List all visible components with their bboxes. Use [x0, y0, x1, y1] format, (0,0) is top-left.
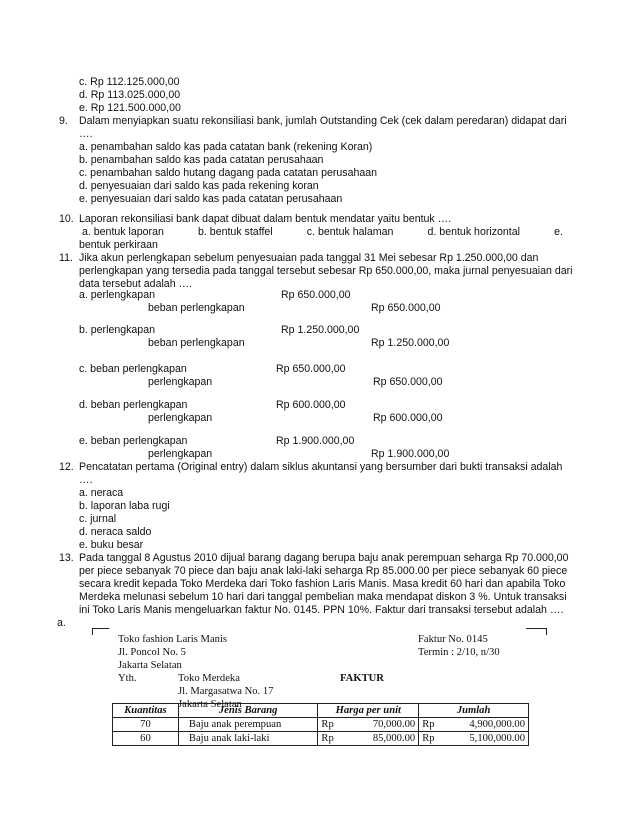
q12-option-d: d. neraca saldo	[79, 526, 152, 538]
q10-option-e-text: bentuk perkiraan	[79, 239, 158, 251]
q10-options-row	[82, 226, 563, 239]
price-value: 70,000.00	[372, 719, 416, 730]
q11-a-credit-account: beban perlengkapan	[148, 302, 245, 314]
q9-option-b: b. penambahan saldo kas pada catatan perusahaan	[79, 154, 324, 166]
q11-stem-line2: perlengkapan yang tersedia pada tanggal tersebut sebesar Rp 650.000,00, maka jurnal penyesuaian dari	[79, 265, 573, 277]
header-kuantitas: Kuantitas	[113, 704, 179, 718]
q13-stem-line4: Merdeka melunasi sebelum 10 hari dari tanggal pembelian maka mendapat diskon 3 %. Untuk transaksi	[79, 591, 567, 603]
invoice-buyer-street: Jl. Margasatwa No. 17	[178, 686, 274, 697]
total-currency: Rp	[422, 733, 435, 744]
header-harga-per-unit: Harga per unit	[318, 704, 419, 718]
q11-d-debit-amount: Rp 600.000,00	[276, 399, 346, 411]
table-row	[113, 718, 529, 732]
invoice-table	[112, 703, 529, 746]
invoice-yth: Yth.	[118, 673, 137, 684]
q10-stem: Laporan rekonsiliasi bank dapat dibuat dalam bentuk mendatar yaitu bentuk ….	[79, 213, 452, 225]
q10-number: 10.	[59, 213, 74, 225]
q11-e-debit-amount: Rp 1.900.000,00	[276, 435, 355, 447]
q9-option-e: e. penyesuaian dari saldo kas pada catatan perusahaan	[79, 193, 343, 205]
total-currency: Rp	[422, 719, 435, 730]
q11-c-credit-account: perlengkapan	[148, 376, 213, 388]
q12-option-b: b. laporan laba rugi	[79, 500, 170, 512]
q12-option-e: e. buku besar	[79, 539, 144, 551]
price-currency: Rp	[321, 733, 334, 744]
q11-a-debit-amount: Rp 650.000,00	[281, 289, 351, 301]
q13-option-a-label: a.	[57, 617, 66, 629]
q12-stem-line1: Pencatatan pertama (Original entry) dalam siklus akuntansi yang bersumber dari bukti transaksi adalah	[79, 461, 563, 473]
q13-stem-line2: per piece sebanyak 70 piece dan baju anak laki-laki seharga Rp 85.000.00 per piece sebanyak 60 piece	[79, 565, 568, 577]
cell-qty: 70	[113, 718, 179, 732]
q9-option-d: d. penyesuaian dari saldo kas pada rekening koran	[79, 180, 319, 192]
q11-b-credit-account: beban perlengkapan	[148, 337, 245, 349]
q9-number: 9.	[59, 115, 68, 127]
q13-stem-line5: ini Toko Laris Manis mengeluarkan faktur No. 0145. PPN 10%. Faktur dari transaksi tersebut adalah ….	[79, 604, 564, 616]
q9-stem-line1: Dalam menyiapkan suatu rekonsiliasi bank, jumlah Outstanding Cek (cek dalam peredaran) didapat dari	[79, 115, 567, 127]
cell-total	[419, 732, 529, 746]
q10-option-d: d. bentuk horizontal	[427, 226, 520, 238]
invoice-faktur-number: Faktur No. 0145	[418, 634, 488, 645]
price-currency: Rp	[321, 719, 334, 730]
q11-c-credit-amount: Rp 650.000,00	[373, 376, 443, 388]
q8-option-e: e. Rp 121.500.000,00	[79, 102, 181, 114]
cell-price	[318, 732, 419, 746]
invoice-buyer-name: Toko Merdeka	[178, 673, 240, 684]
price-value: 85,000.00	[372, 733, 416, 744]
q10-option-b: b. bentuk staffel	[198, 226, 273, 238]
q8-option-c: c. Rp 112.125.000,00	[79, 76, 180, 88]
q12-number: 12.	[59, 461, 74, 473]
q11-d-credit-account: perlengkapan	[148, 412, 213, 424]
q13-number: 13.	[59, 552, 74, 564]
total-value: 5,100,000.00	[469, 733, 525, 744]
q11-stem-line3: data tersebut adalah ….	[79, 278, 193, 290]
header-jumlah: Jumlah	[419, 704, 529, 718]
q10-option-a: a. bentuk laporan	[82, 226, 164, 238]
q11-stem-line1: Jika akun perlengkapan sebelum penyesuaian pada tanggal 31 Mei sebesar Rp 1.250.000,00 dan	[79, 252, 539, 264]
total-value: 4,900,000.00	[469, 719, 525, 730]
invoice-termin: Termin : 2/10, n/30	[418, 647, 500, 658]
q11-number: 11.	[59, 252, 73, 264]
table-row	[113, 732, 529, 746]
q11-b-debit-account: b. perlengkapan	[79, 324, 155, 336]
q9-option-a: a. penambahan saldo kas pada catatan bank (rekening Koran)	[79, 141, 373, 153]
q13-stem-line3: secara kredit kepada Toko Merdeka dari Toko fashion Laris Manis. Masa kredit 60 hari dan apabila Toko	[79, 578, 566, 590]
q11-d-debit-account: d. beban perlengkapan	[79, 399, 188, 411]
invoice-table-header	[113, 704, 529, 718]
q12-stem-line2: ….	[79, 474, 93, 486]
header-jenis-barang: Jenis Barang	[178, 704, 318, 718]
q10-option-e: e.	[554, 226, 563, 238]
q10-option-c: c. bentuk halaman	[306, 226, 394, 238]
q11-e-credit-account: perlengkapan	[148, 448, 213, 460]
q11-a-debit-account: a. perlengkapan	[79, 289, 155, 301]
invoice-seller-name: Toko fashion Laris Manis	[118, 634, 228, 645]
q12-option-a: a. neraca	[79, 487, 124, 499]
q11-d-credit-amount: Rp 600.000,00	[373, 412, 443, 424]
q13-stem-line1: Pada tanggal 8 Agustus 2010 dijual barang dagang berupa baju anak perempuan seharga Rp 70.000,00	[79, 552, 569, 564]
q9-stem-line2: ….	[79, 128, 93, 140]
q11-e-debit-account: e. beban perlengkapan	[79, 435, 188, 447]
cell-item: Baju anak perempuan	[178, 718, 318, 732]
q11-b-credit-amount: Rp 1.250.000,00	[371, 337, 450, 349]
q11-e-credit-amount: Rp 1.900.000,00	[371, 448, 450, 460]
q11-b-debit-amount: Rp 1.250.000,00	[281, 324, 360, 336]
invoice-title: FAKTUR	[340, 673, 384, 684]
cell-total	[419, 718, 529, 732]
q11-a-credit-amount: Rp 650.000,00	[371, 302, 441, 314]
invoice-seller-city: Jakarta Selatan	[118, 660, 182, 671]
invoice-corner-left	[92, 628, 109, 635]
cell-price	[318, 718, 419, 732]
invoice-seller-street: Jl. Poncol No. 5	[118, 647, 186, 658]
q8-option-d: d. Rp 113.025.000,00	[79, 89, 181, 101]
q11-c-debit-account: c. beban perlengkapan	[79, 363, 187, 375]
invoice-buyer-city: Jakarta Selatan	[178, 699, 242, 710]
q12-option-c: c. jurnal	[79, 513, 117, 525]
cell-qty: 60	[113, 732, 179, 746]
invoice-corner-right	[526, 628, 547, 635]
q9-option-c: c. penambahan saldo hutang dagang pada catatan perusahaan	[79, 167, 378, 179]
q11-c-debit-amount: Rp 650.000,00	[276, 363, 346, 375]
cell-item: Baju anak laki-laki	[178, 732, 318, 746]
